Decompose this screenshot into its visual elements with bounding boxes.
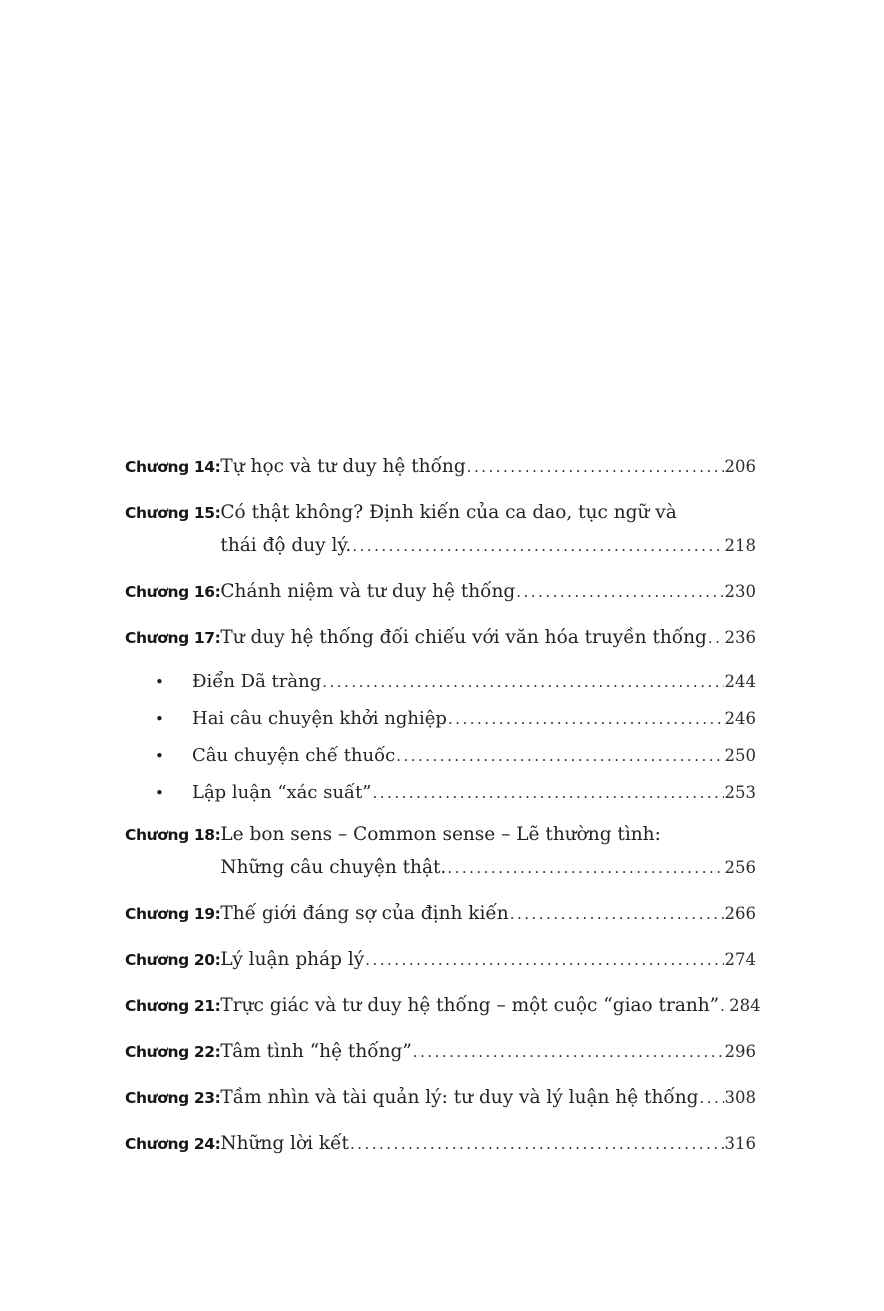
toc-chapter-entry: [125, 992, 761, 1020]
chapter-label: Chương 17:: [125, 629, 221, 647]
page-number: 246: [724, 709, 756, 728]
dot-leader: [699, 1084, 723, 1112]
dot-leader: [447, 854, 723, 882]
dot-leader: [352, 532, 723, 560]
dot-leader: [322, 670, 723, 694]
entry-line: [220, 499, 756, 526]
entry-line: [220, 946, 756, 974]
bullet-title: Hai câu chuyện khởi nghiệp: [192, 708, 447, 729]
entry-line: [220, 578, 756, 606]
chapter-title: Lý luận pháp lý: [220, 949, 365, 970]
chapter-label: Chương 14:: [125, 458, 221, 476]
bullet-title: Lập luận “xác suất”: [192, 782, 372, 803]
entry-line: [220, 821, 756, 848]
entry-body: [220, 624, 756, 652]
toc-chapter-entry: [125, 1038, 756, 1066]
dot-leader: [720, 992, 728, 1020]
page-number: 308: [724, 1088, 756, 1107]
page-number: 256: [724, 858, 756, 877]
chapter-title: Những lời kết: [220, 1133, 349, 1154]
chapter-label: Chương 23:: [125, 1089, 221, 1107]
entry-line: [192, 781, 756, 805]
entry-body: [220, 900, 756, 928]
page-number: 296: [724, 1042, 756, 1061]
page-number: 206: [724, 457, 756, 476]
entry-line: [220, 1130, 756, 1158]
chapter-title: Thế giới đáng sợ của định kiến: [220, 903, 509, 924]
dot-leader: [413, 1038, 724, 1066]
toc-chapter-entry: [125, 900, 756, 928]
entry-body: [192, 744, 756, 768]
toc-chapter-entry: [125, 1084, 756, 1112]
page-number: 236: [724, 628, 756, 647]
toc-chapter-entry: [125, 946, 756, 974]
page-number: 284: [729, 996, 761, 1015]
toc-chapter-entry: [125, 578, 756, 606]
entry-line: [192, 744, 756, 768]
entry-line: [220, 624, 756, 652]
chapter-label: Chương 15:: [125, 504, 221, 522]
entry-body: [220, 1084, 756, 1112]
chapter-title: Le bon sens – Common sense – Lẽ thường tình:: [220, 824, 661, 845]
entry-line: [192, 670, 756, 694]
chapter-label: Chương 21:: [125, 997, 221, 1015]
chapter-title: Trực giác và tư duy hệ thống – một cuộc “giao tranh”: [220, 995, 720, 1016]
toc-chapter-entry: [125, 624, 756, 652]
bullet-title: Điển Dã tràng: [192, 671, 322, 692]
bullet-title: Câu chuyện chế thuốc: [192, 745, 396, 766]
chapter-title: Tâm tình “hệ thống”: [220, 1041, 412, 1062]
chapter-title: Chánh niệm và tư duy hệ thống: [220, 581, 516, 602]
toc-chapter-entry: [125, 1130, 756, 1158]
entry-line: [220, 900, 756, 928]
chapter-label: Chương 24:: [125, 1135, 221, 1153]
entry-body: [220, 578, 756, 606]
page-number: 266: [724, 904, 756, 923]
dot-leader: [708, 624, 724, 652]
bullet-icon: •: [155, 747, 164, 765]
dot-leader: [396, 744, 723, 768]
toc-chapter-entry: [125, 821, 756, 882]
table-of-contents: [125, 453, 761, 1176]
dot-leader: [510, 900, 724, 928]
chapter-title: Tự học và tư duy hệ thống: [220, 456, 466, 477]
page-number: 274: [724, 950, 756, 969]
entry-body: [220, 1038, 756, 1066]
chapter-title: Có thật không? Định kiến của ca dao, tục ngữ và: [220, 502, 677, 523]
entry-body: [220, 1130, 756, 1158]
chapter-label: Chương 19:: [125, 905, 221, 923]
chapter-title: Tầm nhìn và tài quản lý: tư duy và lý luận hệ thống: [220, 1087, 699, 1108]
toc-bullet-entry: [125, 744, 756, 768]
page-number: 244: [724, 672, 756, 691]
chapter-label: Chương 16:: [125, 583, 221, 601]
dot-leader: [365, 946, 723, 974]
dot-leader: [350, 1130, 724, 1158]
toc-chapter-entry: [125, 453, 756, 481]
dot-leader: [448, 707, 724, 731]
toc-bullet-entry: [125, 670, 756, 694]
entry-body: [220, 992, 761, 1020]
entry-line: [220, 1084, 756, 1112]
dot-leader: [467, 453, 724, 481]
entry-line: [192, 707, 756, 731]
entry-line: [220, 453, 756, 481]
toc-bullet-entry: [125, 707, 756, 731]
page-number: 218: [724, 536, 756, 555]
toc-bullet-entry: [125, 781, 756, 805]
entry-body: [192, 707, 756, 731]
entry-body: [192, 670, 756, 694]
dot-leader: [516, 578, 723, 606]
toc-chapter-entry: [125, 499, 756, 560]
entry-body: [220, 821, 756, 882]
entry-body: [220, 453, 756, 481]
chapter-label: Chương 22:: [125, 1043, 221, 1061]
bullet-icon: •: [155, 784, 164, 802]
page-number: 253: [724, 783, 756, 802]
entry-line: [220, 854, 756, 882]
entry-line: [220, 992, 761, 1020]
chapter-title: thái độ duy lý.: [220, 535, 352, 556]
bullet-icon: •: [155, 710, 164, 728]
entry-body: [220, 499, 756, 560]
chapter-title: Tư duy hệ thống đối chiếu với văn hóa truyền thống: [220, 627, 707, 648]
page-number: 316: [724, 1134, 756, 1153]
entry-body: [220, 946, 756, 974]
page-number: 230: [724, 582, 756, 601]
chapter-title: Những câu chuyện thật.: [220, 857, 447, 878]
chapter-label: Chương 20:: [125, 951, 221, 969]
bullet-icon: •: [155, 673, 164, 691]
page-number: 250: [724, 746, 756, 765]
entry-line: [220, 1038, 756, 1066]
dot-leader: [373, 781, 724, 805]
entry-line: [220, 532, 756, 560]
entry-body: [192, 781, 756, 805]
chapter-label: Chương 18:: [125, 826, 221, 844]
